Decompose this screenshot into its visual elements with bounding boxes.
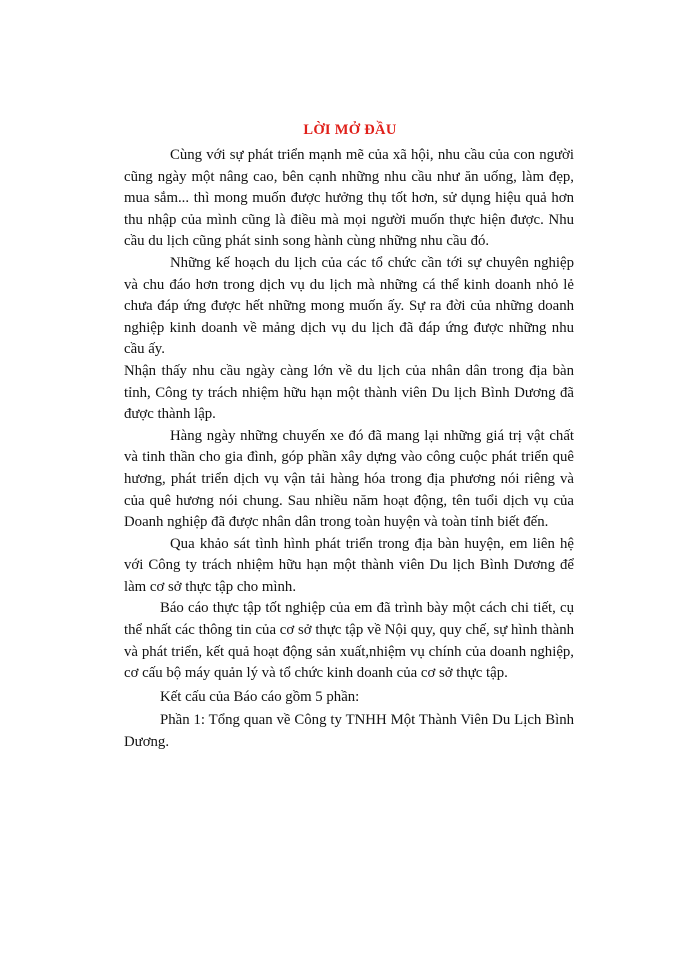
paragraph-part-1: Phần 1: Tổng quan về Công ty TNHH Một Thành Viên Du Lịch Bình Dương. [124,712,574,751]
paragraph-founding: Nhận thấy nhu cầu ngày càng lớn về du lịch của nhân dân trong địa bàn tỉnh, Công ty trách nhiệm hữu hạn một thành viên Du lịch Bình Dương đã được thành lập. [124,362,574,423]
paragraph-survey: Qua khảo sát tình hình phát triển trong địa bàn huyện, em liên hệ với Công ty trách nhiệm hữu hạn một thành viên Du lịch Bình Dương để làm cơ sở thực tập cho mình. [124,535,574,595]
paragraph-report: Báo cáo thực tập tốt nghiệp của em đã trình bày một cách chi tiết, cụ thể nhất các thông tin của cơ sở thực tập về Nội quy, quy chế, sự hình thành và phát triển, kết quả hoạt động sản xuất,nhiệm vụ chính của doanh nghiệp, cơ cấu bộ máy quản lý và tổ chức kinh doanh của cơ sở thực tập. [124,600,574,682]
paragraph-daily: Hàng ngày những chuyến xe đó đã mang lại những giá trị vật chất và tinh thần cho gia đình, góp phần xây dựng vào công cuộc phát triển quê hương, phát triển dịch vụ vận tải hàng hóa trong địa phương nói riêng và của quê hương nói chung. Sau nhiều năm hoạt động, tên tuổi dịch vụ của Doanh nghiệp đã được nhân dân trong toàn huyện và toàn tỉnh biết đến. [124,427,574,531]
page-title: LỜI MỞ ĐẦU [303,122,397,138]
document-body [124,145,574,754]
paragraph-plans: Những kế hoạch du lịch của các tổ chức cần tới sự chuyên nghiệp và chu đáo hơn trong dịch vụ du lịch mà những cá thể kinh doanh nhỏ lẻ chưa đáp ứng được hết những mong muốn ấy. Sự ra đời của những doanh nghiệp kinh doanh về mảng dịch vụ du lịch đã đáp ứng được những nhu cầu ấy. [124,254,574,358]
paragraph-structure: Kết cấu của Báo cáo gồm 5 phần: [160,688,360,705]
paragraph-intro: Cùng với sự phát triển mạnh mẽ của xã hội, nhu cầu của con người cũng ngày một nâng cao, bên cạnh những nhu cầu như ăn uống, làm đẹp, mua sắm... thì mong muốn được hưởng thụ tốt hơn, sử dụng hiệu quả hơn thu nhập của mình cũng là điều mà mọi người muốn thực hiện được. Nhu cầu du lịch cũng phát sinh song hành cùng những nhu cầu đó. [124,147,574,250]
